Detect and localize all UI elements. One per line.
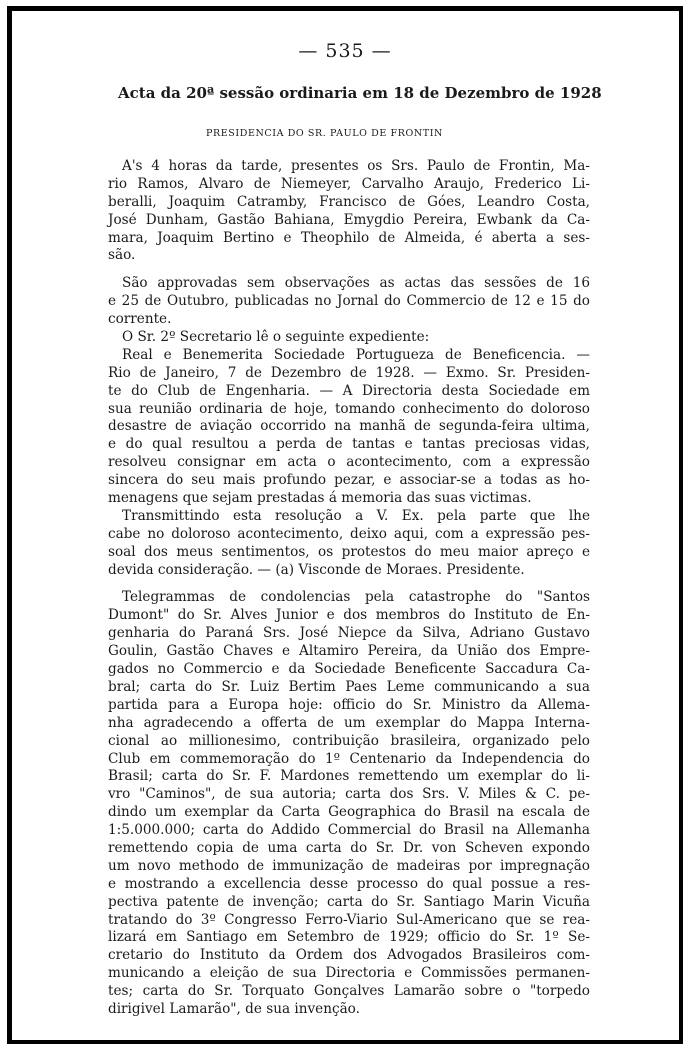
text-line: A's 4 horas da tarde, presentes os Srs. Paulo de Frontin, Ma- — [122, 158, 590, 174]
text-line: devida consideração. — (a) Visconde de Moraes. Presidente. — [108, 561, 525, 578]
text-line: dirigivel Lamarão", de sua invenção. — [108, 1000, 360, 1017]
text-line: partida para a Europa hoje: officio do Sr. Ministro da Allema- — [108, 696, 590, 713]
text-line: dindo um exemplar da Carta Geographica do Brasil na escala de — [108, 804, 590, 821]
text-line: vro "Caminos", de sua autoria; carta dos Srs. V. Miles & C. pe- — [108, 786, 590, 803]
text-line: sincera do seu mais profundo pezar, e associar-se a todas as ho- — [108, 472, 590, 489]
text-line: bral; carta do Sr. Luiz Bertim Paes Leme communicando a sua — [108, 678, 590, 695]
text-line: Goulin, Gastão Chaves e Altamiro Pereira, da União dos Empre- — [108, 643, 590, 660]
text-line: e 25 de Outubro, publicadas no Jornal do Commercio de 12 e 15 do — [108, 293, 590, 310]
text-line: resolveu consignar em acta o acontecimento, com a expressão — [108, 454, 590, 471]
text-line: te do Club de Engenharia. — A Directoria desta Sociedade em — [108, 382, 590, 399]
presidency-heading: PRESIDENCIA DO SR. PAULO DE FRONTIN — [206, 128, 443, 139]
text-line: sua reunião ordinaria de hoje, tomando conhecimento do doloroso — [108, 400, 590, 417]
text-line: e do qual resultou a perda de tantas e tantas preciosas vidas, — [108, 436, 590, 453]
text-line: desastre de aviação occorrido na manhã de segunda-feira ultima, — [108, 418, 590, 435]
text-line: O Sr. 2º Secretario lê o seguinte expediente: — [122, 329, 430, 346]
document-body — [108, 158, 590, 1029]
text-line: nha agradecendo a offerta de um exemplar do Mappa Interna- — [108, 714, 590, 731]
text-line: Real e Benemerita Sociedade Portugueza de Beneficencia. — — [122, 346, 590, 363]
text-line: são. — [108, 247, 136, 264]
text-line: 1:5.000.000; carta do Addido Commercial do Brasil na Allemanha — [108, 822, 590, 839]
text-line: José Dunham, Gastão Bahiana, Emygdio Pereira, Ewbank da Ca- — [108, 211, 590, 228]
page-title: Acta da 20ª sessão ordinaria em 18 de Dezembro de 1928 — [118, 84, 602, 102]
text-line: Rio de Janeiro, 7 de Dezembro de 1928. — Exmo. Sr. Presiden- — [108, 364, 590, 381]
text-line: tratando do 3º Congresso Ferro-Viario Sul-Americano que se rea- — [108, 911, 590, 928]
paragraph-approval — [108, 275, 590, 329]
text-line: mara, Joaquim Bertino e Theophilo de Almeida, é aberta a ses- — [108, 229, 590, 246]
text-line: Dumont" do Sr. Alves Junior e dos membros do Instituto de En- — [108, 607, 590, 624]
text-line: genharia do Paraná Srs. José Niepce da Silva, Adriano Gustavo — [108, 625, 590, 642]
text-line: Club em commemoração do 1º Centenario da Independencia do — [108, 750, 590, 767]
paragraph-opening — [108, 158, 590, 265]
text-line: soal dos meus sentimentos, os protestos do meu maior apreço e — [108, 543, 590, 560]
text-line: Brasil; carta do Sr. F. Mardones remettendo um exemplar do li- — [108, 768, 590, 785]
text-line: Telegrammas de condolencias pela catastrophe do "Santos — [122, 589, 590, 606]
paragraph-letter — [108, 347, 590, 508]
text-line: cretario do Instituto da Ordem dos Advogados Brasileiros com- — [108, 947, 590, 964]
text-line: Transmittindo esta resolução a V. Ex. pela parte que lhe — [122, 507, 590, 524]
text-line: lizará em Santiago em Setembro de 1929; officio do Sr. 1º Se- — [108, 929, 590, 946]
text-line: pectiva patente de invenção; carta do Sr. Santiago Marin Vicuña — [108, 893, 590, 910]
text-line: tes; carta do Sr. Torquato Gonçalves Lamarão sobre o "torpedo — [108, 983, 590, 1000]
text-line: cabe no doloroso acontecimento, deixo aqui, com a expressão pes- — [108, 525, 590, 542]
text-line: municando a eleição de sua Directoria e Commissões permanen- — [108, 965, 590, 982]
paragraph-transmitting — [108, 508, 590, 580]
paragraph-telegrams — [108, 589, 590, 1018]
text-line: cional ao millionesimo, contribuição brasileira, organizado pelo — [108, 732, 590, 749]
text-line: São approvadas sem observações as actas das sessões de 16 — [122, 275, 590, 292]
text-line: beralli, Joaquim Catramby, Francisco de Góes, Leandro Costa, — [108, 193, 590, 210]
text-line: rio Ramos, Alvaro de Niemeyer, Carvalho Araujo, Frederico Li- — [108, 175, 590, 192]
text-line: corrente. — [108, 311, 172, 328]
paragraph-secretary — [108, 329, 590, 347]
text-line: gados no Commercio e da Sociedade Beneficente Saccadura Ca- — [108, 661, 590, 678]
text-line: e mostrando a excellencia desse processo do qual possue a res- — [108, 875, 590, 892]
page-number: — 535 — — [298, 40, 392, 62]
text-line: remettendo copia de uma carta do Sr. Dr. von Scheven expondo — [108, 839, 590, 856]
text-line: um novo methodo de immunização de madeiras por impregnação — [108, 857, 590, 874]
text-line: menagens que sejam prestadas á memoria das suas victimas. — [108, 490, 532, 507]
